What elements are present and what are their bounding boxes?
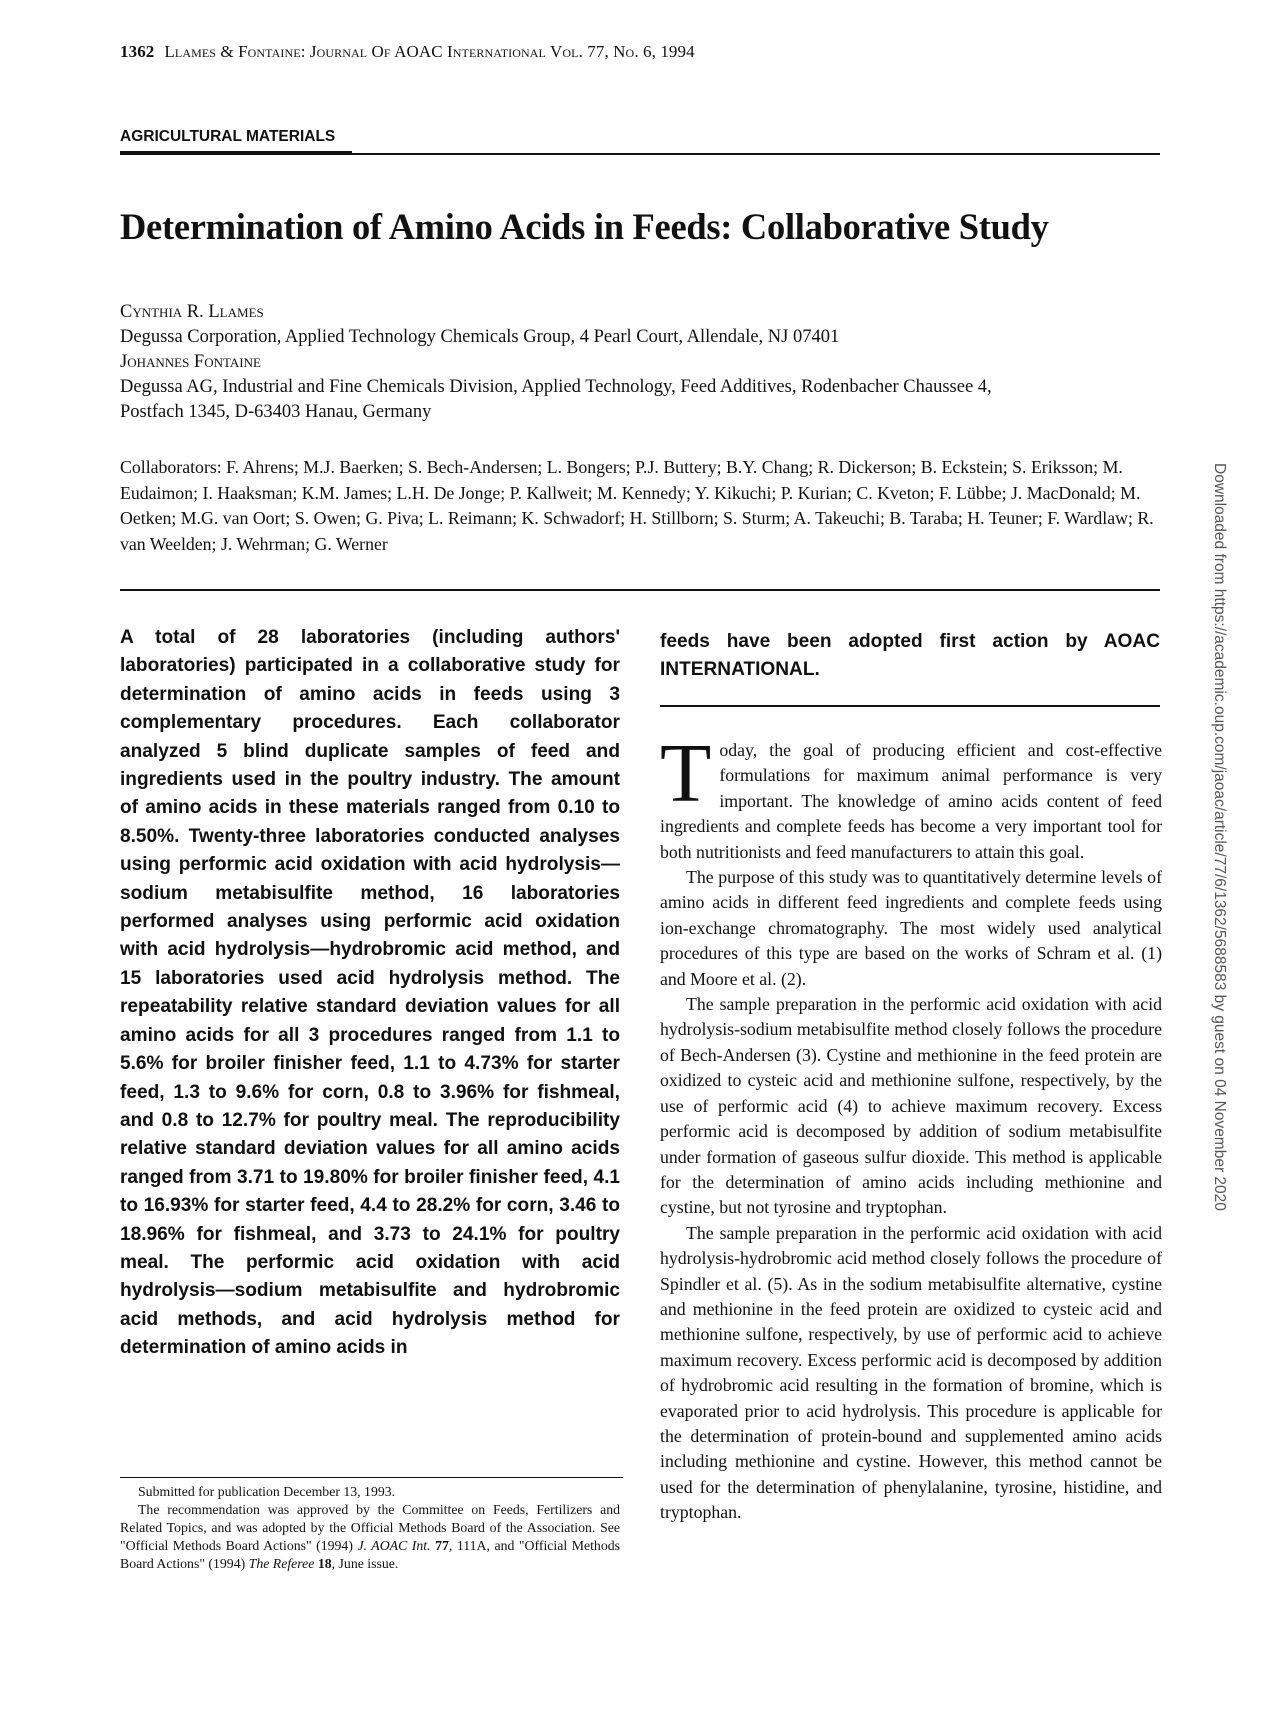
paragraph-1: Today, the goal of producing efficient and cost-effective formulations for maximum animal performance is very important. The knowledge of amino acids content of feed ingredients and complete feeds has become a very important tool for both nutritionists and feed manufacturers to attain this goal. [660,727,1162,862]
section-label: AGRICULTURAL MATERIALS [120,128,336,145]
footnote [120,1483,620,1573]
abstract-part1: A total of 28 laboratories (including authors' laboratories) participated in a collaborative study for determination of amino acids in feeds using 3 complementary procedures. Each collaborator analyzed 5 blind duplicate samples of feed and ingredients used in the poultry industry. The amount of amino acids in these materials ranged from 0.10 to 8.50%. Twenty-three laboratories conducted analyses using performic acid oxidation with acid hydrolysis—sodium metabisulfite method, 16 laboratories performed analyses using performic acid oxidation with acid hydrolysis—hydrobromic acid method, and 15 laboratories used acid hydrolysis method. The repeatability relative standard deviation values for all amino acids for all 3 procedures ranged from 1.1 to 5.6% for broiler finisher feed, 1.1 to 4.73% for starter feed, 1.3 to 9.6% for corn, 0.8 to 3.96% for fishmeal, and 0.8 to 12.7% for poultry meal. The reproducibility relative standard deviation values for all amino acids ranged from 3.71 to 19.80% for broiler finisher feed, 4.1 to 16.93% for starter feed, 4.4 to 28.2% for corn, 3.46 to 18.96% for fishmeal, and 3.73 to 24.1% for poultry meal. The performic acid oxidation with acid hydrolysis—sodium metabisulfite and hydrobromic acid methods, and acid hydrolysis method for determination of amino acids in [120,627,620,1359]
author-affiliation-1: Degussa Corporation, Applied Technology Chemicals Group, 4 Pearl Court, Allendale, NJ 07401 [120,327,840,347]
body-text [660,727,1162,1526]
author-block [120,300,1160,425]
page-number: 1362 [120,42,155,61]
paragraph-3: The sample preparation in the performic acid oxidation with acid hydrolysis-sodium metabisulfite method closely follows the procedure of Bech-Andersen (3). Cystine and methionine in the feed protein are oxidized to cysteic acid and methionine sulfone, respectively, by the use of performic acid (4) to achieve maximum recovery. Excess performic acid is decomposed by addition of sodium metabisulfite under formation of gaseous sulfur dioxide. This method is applicable for the determination of amino acids including methionine and cystine, but not tyrosine and tryptophan. [660,994,1162,1218]
author-name-1: Cynthia R. Llames [120,302,264,322]
section-rule-thin [352,153,1160,155]
section-rule-thick [120,151,352,155]
footnote-submitted: Submitted for publication December 13, 1993. [138,1484,396,1499]
footnote-recommendation: The recommendation was approved by the Committee on Feeds, Fertilizers and Related Topics, and was adopted by the Official Methods Board of the Association. See "Official Methods Board Actions" (1994) J. AOAC Int. 77, 111A, and "Official Methods Board Actions" (1994) The Referee 18, June issue. [120,1502,620,1571]
drop-cap: T [660,727,712,820]
footnote-rule [120,1477,623,1478]
paragraph-4: The sample preparation in the performic acid oxidation with acid hydrolysis-hydrobromic acid method closely follows the procedure of Spindler et al. (5). As in the sodium metabisulfite alternative, cystine and methionine in the feed protein are oxidized to cysteic acid and methionine sulfone, respectively, by use of performic acid to achieve maximum recovery. Excess performic acid is decomposed by addition of hydrobromic acid resulting in the formation of bromine, which is evaporated prior to acid hydrolysis. This procedure is applicable for the determination of protein-bound and supplemented amino acids including methionine and cystine. However, this method cannot be used for the determination of phenylalanine, tyrosine, histidine, and tryptophan. [660,1222,1162,1523]
abstract-part2: feeds have been adopted first action by AOAC INTERNATIONAL. [660,631,1160,681]
running-head [120,42,695,62]
author-name-2: Johannes Fontaine [120,352,261,372]
collaborators: Collaborators: F. Ahrens; M.J. Baerken; S. Bech-Andersen; L. Bongers; P.J. Buttery; B.Y. Chang; R. Dickerson; B. Eckstein; S. Eriksson; M. Eudaimon; I. Haaksman; K.M. James; L.H. De Jonge; P. Kallweit; M. Kennedy; Y. Kikuchi; P. Kurian; C. Kveton; F. Lübbe; J. MacDonald; M. Oetken; M.G. van Oort; S. Owen; G. Piva; L. Reimann; K. Schwadorf; H. Stillborn; S. Sturm; A. Takeuchi; B. Taraba; H. Teuner; F. Wardlaw; R. van Weelden; J. Wehrman; G. Werner [120,457,1154,554]
article-title: Determination of Amino Acids in Feeds: Collaborative Study [120,206,1049,247]
author-affiliation-2-line1: Degussa AG, Industrial and Fine Chemicals Division, Applied Technology, Feed Additives, Rodenbacher Chaussee 4, [120,377,992,397]
author-affiliation-2-line2: Postfach 1345, D-63403 Hanau, Germany [120,402,432,422]
download-watermark: Downloaded from https://academic.oup.com/jaoac/article/77/6/1362/5688583 by guest on 04 November 2020 [1211,463,1228,1211]
header-rule [120,589,1160,591]
running-title: Llames & Fontaine: Journal Of AOAC International Vol. 77, No. 6, 1994 [164,42,695,61]
abstract-end-rule [660,705,1160,707]
paragraph-2: The purpose of this study was to quantitatively determine levels of amino acids in different feed ingredients and complete feeds using ion-exchange chromatography. The most widely used analytical procedures of this type are based on the works of Schram et al. (1) and Moore et al. (2). [660,867,1162,989]
